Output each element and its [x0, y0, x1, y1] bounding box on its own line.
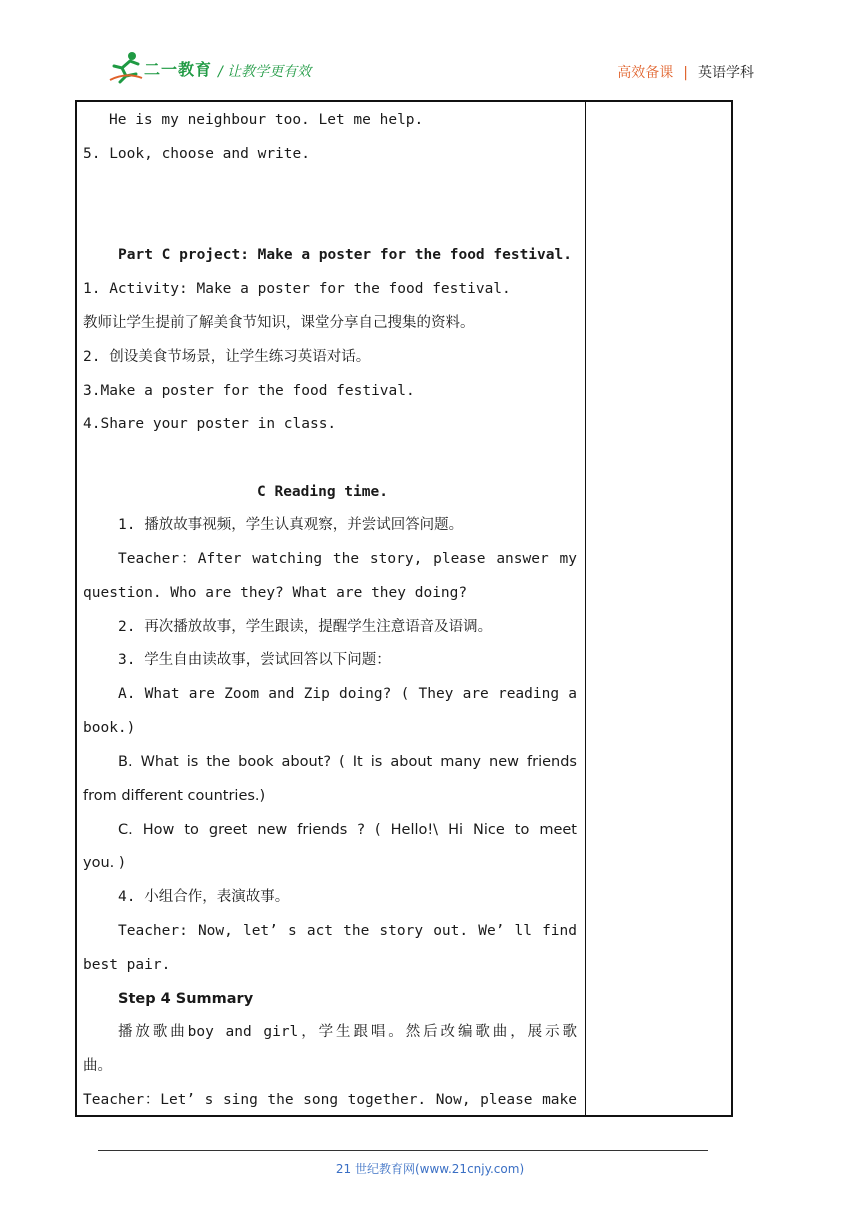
text-line: 教师让学生提前了解美食节知识，课堂分享自己搜集的资料。 — [83, 315, 475, 331]
tag-efficient-prep: 高效备课 — [617, 65, 674, 81]
step-heading: Step 4 Summary — [118, 991, 254, 1007]
text-line: 2. 创设美食节场景，让学生练习英语对话。 — [83, 349, 371, 365]
slogan: / 让教学更有效 — [218, 64, 312, 80]
text-line: question. Who are they? What are they doing? — [83, 585, 468, 601]
logo-text: 二一教育 — [144, 60, 213, 79]
text-line: you. ) — [83, 855, 125, 871]
column-divider — [585, 102, 586, 1115]
text-line: B. What is the book about? ( It is about many new friends — [118, 754, 577, 770]
text-line: 3. 学生自由读故事，尝试回答以下问题： — [118, 652, 391, 668]
text-line: book.) — [83, 720, 136, 736]
tag-separator: | — [683, 65, 688, 81]
text-line: Teacher：After watching the story, please answer my — [118, 551, 577, 567]
section-heading: C Reading time. — [257, 484, 388, 500]
lesson-content-cell — [83, 102, 579, 1115]
text-line: 4.Share your poster in class. — [83, 416, 337, 432]
text-line: 1. Activity: Make a poster for the food festival. — [83, 281, 511, 297]
text-line: 2. 再次播放故事，学生跟读，提醒学生注意语音及语调。 — [118, 619, 493, 635]
section-heading: Part C project: Make a poster for the food festival. — [118, 247, 572, 263]
header-tagline — [617, 62, 754, 82]
text-line: 5. Look, choose and write. — [83, 146, 310, 162]
text-line: 4. 小组合作，表演故事。 — [118, 889, 290, 905]
runner-logo-icon — [108, 50, 144, 84]
text-line: best pair. — [83, 957, 171, 973]
footer-text[interactable]: 21 世纪教育网(www.21cnjy.com) — [335, 1162, 525, 1176]
page-header — [0, 0, 860, 96]
text-line: He is my neighbour too. Let me help. — [109, 112, 424, 128]
text-line: Teacher: Now, let’ s act the story out. We’ ll find — [118, 923, 577, 939]
lesson-table — [75, 100, 733, 1117]
text-line: from different countries.) — [83, 788, 266, 804]
text-line: 曲。 — [83, 1058, 112, 1074]
text-line: A. What are Zoom and Zip doing? ( They are reading a — [118, 686, 577, 702]
text-line: 3.Make a poster for the food festival. — [83, 383, 415, 399]
text-line: 播放歌曲boy and girl，学生跟唱。然后改编歌曲，展示歌 — [118, 1024, 577, 1040]
tag-english-subject: 英语学科 — [698, 65, 754, 81]
text-line: 1. 播放故事视频，学生认真观察，并尝试回答问题。 — [118, 517, 464, 533]
text-line: Teacher：Let’ s sing the song together. Now, please make — [83, 1092, 577, 1108]
footer-divider — [98, 1150, 708, 1151]
brand-logo — [108, 50, 218, 86]
text-line: C. How to greet new friends ? ( Hello!\ Hi Nice to meet — [118, 822, 577, 838]
